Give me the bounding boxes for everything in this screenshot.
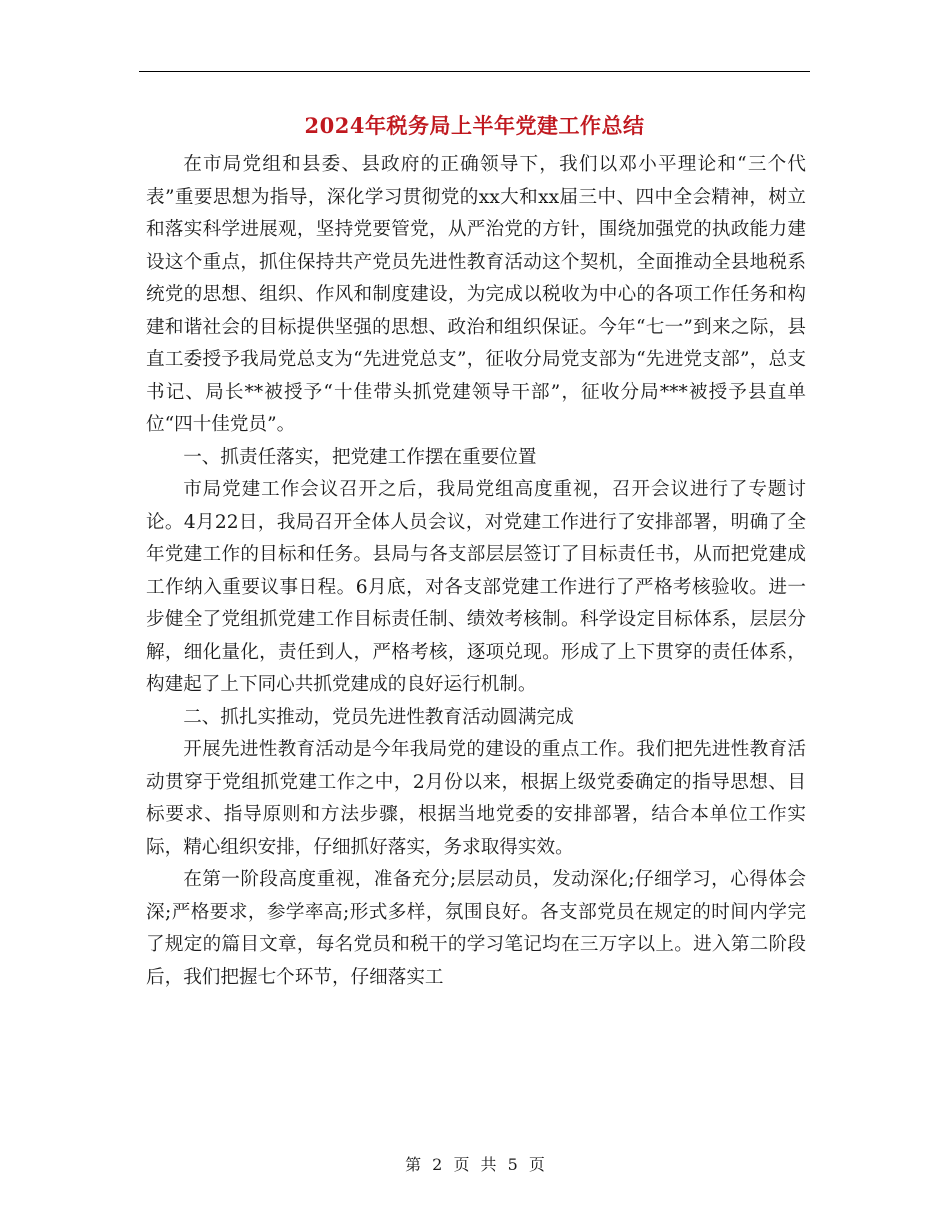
paragraph-section-2a: 开展先进性教育活动是今年我局党的建设的重点工作。我们把先进性教育活动贯穿于党组抓党建工作之中，2月份以来，根据上级党委确定的指导思想、目标要求、指导原则和方法步骤，根据当地党委的安排部署，结合本单位工作实际，精心组织安排，仔细抓好落实，务求取得实效。 <box>146 739 806 858</box>
paragraph-section-2b: 在第一阶段高度重视，准备充分;层层动员，发动深化;仔细学习，心得体会深;严格要求，参学率高;形式多样，氛围良好。各支部党员在规定的时间内学完了规定的篇目文章，每名党员和税干的学习笔记均在三万字以上。进入第二阶段后，我们把握七个环节，仔细落实工 <box>146 869 806 988</box>
document-title: 2024年税务局上半年党建工作总结 <box>304 113 645 138</box>
document-body <box>146 149 806 994</box>
page-number: 第 2 页 共 5 页 <box>405 1155 545 1174</box>
paragraph-intro: 在市局党组和县委、县政府的正确领导下，我们以邓小平理论和“三个代表”重要思想为指导，深化学习贯彻党的xx大和xx届三中、四中全会精神，树立和落实科学进展观，坚持党要管党，从严治党的方针，围绕加强党的执政能力建设这个重点，抓住保持共产党员先进性教育活动这个契机，全面推动全县地税系统党的思想、组织、作风和制度建设，为完成以税收为中心的各项工作任务和构建和谐社会的目标提供坚强的思想、政治和组织保证。今年“七一”到来之际，县直工委授予我局党总支为“先进党总支”，征收分局党支部为“先进党支部”，总支书记、局长**被授予“十佳带头抓党建领导干部”，征收分局***被授予县直单位“四十佳党员”。 <box>146 154 806 435</box>
header-rule <box>139 71 810 72</box>
paragraph-section-1: 市局党建工作会议召开之后，我局党组高度重视，召开会议进行了专题讨论。4月22日，我局召开全体人员会议，对党建工作进行了安排部署，明确了全年党建工作的目标和任务。县局与各支部层层签订了目标责任书，从而把党建成工作纳入重要议事日程。6月底，对各支部党建工作进行了严格考核验收。进一步健全了党组抓党建工作目标责任制、绩效考核制。科学设定目标体系，层层分解，细化量化，责任到人，严格考核，逐项兑现。形成了上下贯穿的责任体系，构建起了上下同心共抓党建成的良好运行机制。 <box>146 479 806 695</box>
section-heading-2: 二、抓扎实推动，党员先进性教育活动圆满完成 <box>183 706 574 728</box>
section-heading-1: 一、抓责任落实，把党建工作摆在重要位置 <box>183 446 537 468</box>
